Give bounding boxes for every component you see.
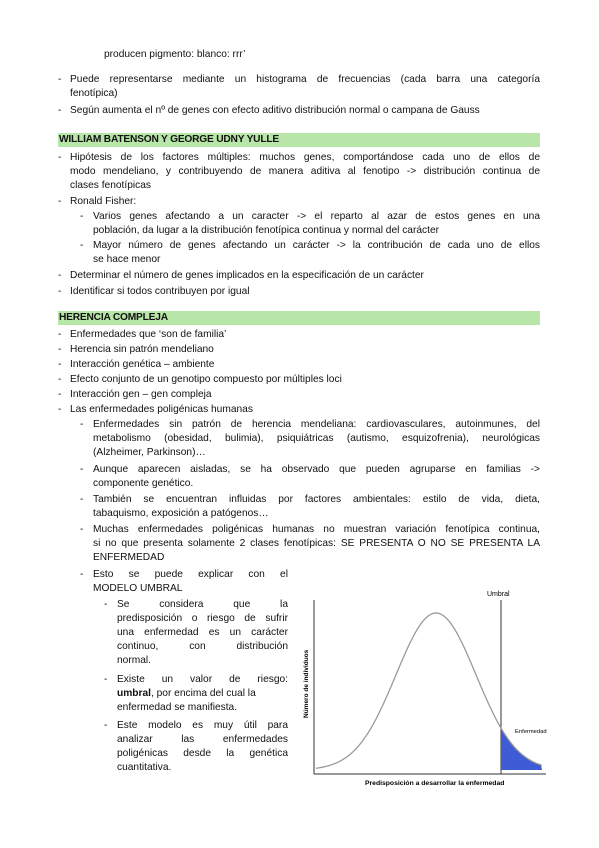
threshold-label: Umbral: [487, 591, 510, 598]
sub4-l1: Muchas enfermedades poligénicas humanas no muestran variación fenotípica continua,: [93, 524, 540, 535]
fisher-sub2-l2: se hace menor: [93, 254, 161, 265]
hipotesis-l3: clases fenotípicas: [70, 180, 151, 191]
model1-l4: continuo, con distribución: [117, 641, 288, 652]
list-item: Efecto conjunto de un genotipo compuesto por múltiples loci: [70, 374, 342, 385]
sub2-l2: componente genético.: [93, 478, 194, 489]
model1-l1: Se considera que la: [117, 599, 288, 610]
gauss-text: Según aumenta el nº de genes con efecto aditivo distribución normal o campana de Gauss: [70, 105, 480, 116]
fisher-label: Ronald Fisher:: [70, 196, 137, 207]
list-item: Interacción gen – gen compleja: [70, 389, 212, 400]
list-item: Las enfermedades poligénicas humanas: [70, 404, 253, 415]
sub2-l1: Aunque aparecen aisladas, se ha observado que pueden agruparse en familias ->: [93, 464, 540, 475]
bullet-dash: -: [80, 524, 84, 535]
y-axis-label: Número de individuos: [303, 649, 310, 718]
model2-l3: enfermedad se manifiesta.: [117, 702, 238, 713]
model3-l3: poligénicas desde la genética: [117, 748, 288, 759]
threshold-model-figure: [296, 583, 556, 788]
sub3-l2: tabaquismo, exposición a patógenos…: [93, 508, 269, 519]
sub5-l2: MODELO UMBRAL: [93, 583, 183, 594]
bullet-dash: -: [80, 240, 84, 251]
bullet-dash: -: [58, 196, 62, 207]
bullet-dash: -: [104, 720, 108, 731]
bullet-dash: -: [80, 494, 84, 505]
model3-l1: Este modelo es muy útil para: [117, 720, 288, 731]
model2-l2: [117, 687, 256, 701]
sub1-l3: (Alzheimer, Parkinson)…: [93, 447, 206, 458]
fisher-sub1-l2: población, da lugar a la distribución fenotípica continua y normal del carácter: [93, 225, 440, 236]
histogram-text-l1: Puede representarse mediante un histograma de frecuencias (cada barra una categoría: [70, 74, 540, 85]
model2-l2-rest: , por encima del cual la: [150, 688, 256, 699]
bullet-dash: -: [80, 464, 84, 475]
fisher-sub2-l1: Mayor número de genes afectando un carácter -> la contribución de cada uno de ellos: [93, 240, 540, 251]
list-item: Interacción genética – ambiente: [70, 359, 215, 370]
bullet-dash: -: [58, 404, 62, 415]
model1-l2: predisposición o riesgo de sufrir: [117, 613, 288, 624]
sub3-l1: También se encuentran influidas por factores ambientales: estilo de vida, dieta,: [93, 494, 540, 505]
hipotesis-l1: Hipótesis de los factores múltiples: muchos genes, comportándose cada uno de ellos de: [70, 152, 540, 163]
bullet-dash: -: [104, 674, 108, 685]
identificar-text: Identificar si todos contribuyen por igual: [70, 286, 250, 297]
disease-label: Enfermedad: [515, 729, 547, 735]
bullet-dash: -: [58, 105, 62, 116]
bullet-dash: -: [58, 389, 62, 400]
model2-l1: Existe un valor de riesgo:: [117, 674, 288, 685]
fisher-sub1-l1: Varios genes afectando a un caracter -> el reparto al azar de estos genes en una: [93, 211, 540, 222]
model1-l3: una enfermedad es un carácter: [117, 627, 288, 638]
bullet-dash: -: [58, 152, 62, 163]
sub4-l2: si no que presenta solamente 2 clases fenotípicas: SE PRESENTA O NO SE PRESENTA LA: [93, 538, 540, 549]
umbral-bold: umbral: [117, 688, 151, 699]
histogram-text-l2: fenotípica): [70, 88, 118, 99]
x-axis-label: Predisposición a desarrollar la enfermedad: [365, 780, 505, 787]
list-item: Herencia sin patrón mendeliano: [70, 344, 214, 355]
bullet-dash: -: [58, 359, 62, 370]
hipotesis-l2: modo mendeliano, y contribuyendo de manera aditiva al fenotipo -> distribución continua de: [70, 166, 540, 177]
bullet-dash: -: [104, 599, 108, 610]
bullet-dash: -: [58, 74, 62, 85]
bullet-dash: -: [58, 344, 62, 355]
bullet-dash: -: [80, 211, 84, 222]
sub1-l1: Enfermedades sin patrón de herencia mendeliana: cardiovasculares, autoinmunes, del: [93, 419, 540, 430]
bullet-dash: -: [58, 329, 62, 340]
bullet-dash: -: [58, 374, 62, 385]
bullet-dash: -: [58, 286, 62, 297]
list-item: Enfermedades que ‘son de familia’: [70, 329, 227, 340]
sub5-l1: Esto se puede explicar con el: [93, 569, 288, 580]
sub4-l3: ENFERMEDAD: [93, 552, 165, 563]
bullet-dash: -: [80, 569, 84, 580]
model3-l2: analizar las enfermedades: [117, 734, 288, 745]
section-header-herencia: HERENCIA COMPLEJA: [58, 311, 540, 325]
model1-l5: normal.: [117, 655, 151, 666]
continuation-text: producen pigmento: blanco: rrr’: [104, 49, 246, 60]
bullet-dash: -: [80, 419, 84, 430]
determinar-text: Determinar el número de genes implicados en la especificación de un carácter: [70, 270, 424, 281]
section-header-bateson: WILLIAM BATENSON Y GEORGE UDNY YULLE: [58, 133, 540, 147]
sub1-l2: metabolismo (obesidad, bulimia), psiquiátricas (autismo, esquizofrenia), neurológicas: [93, 433, 540, 444]
bullet-dash: -: [58, 270, 62, 281]
model3-l4: cuantitativa.: [117, 762, 172, 773]
